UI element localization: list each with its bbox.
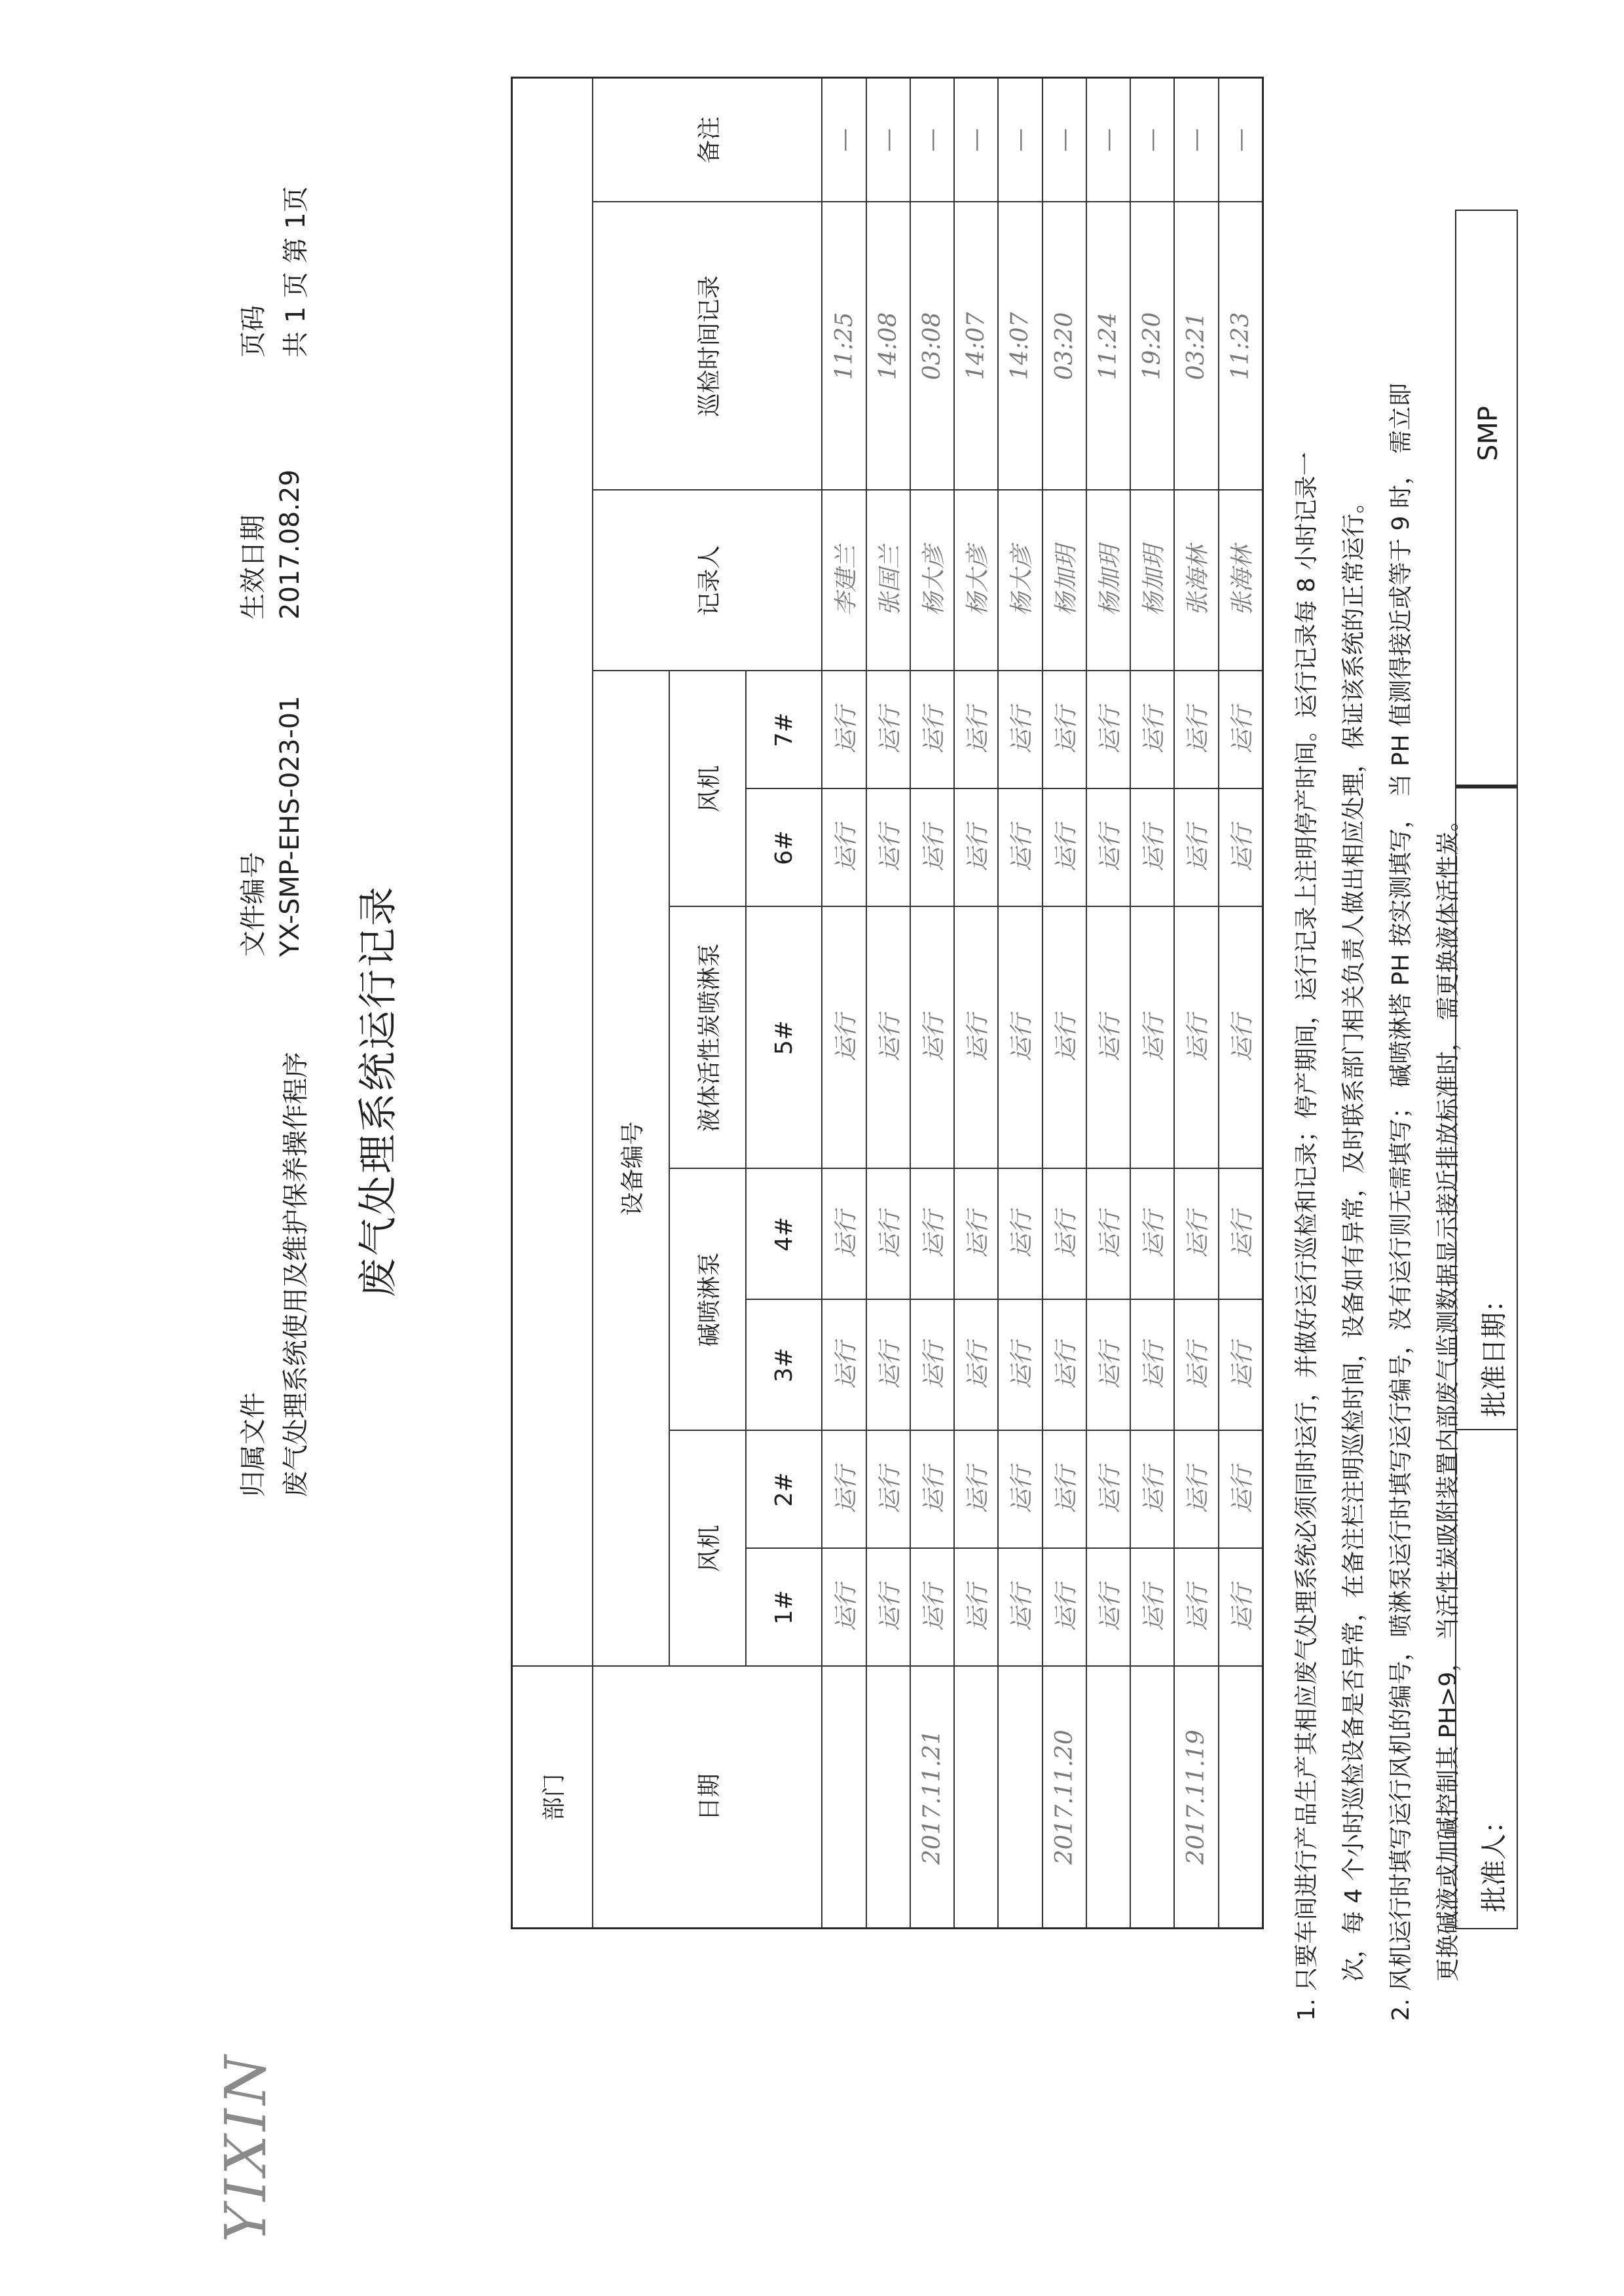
cell-recorder[interactable]: 杨加玥 xyxy=(1130,491,1174,671)
cell-c5[interactable]: 运行 xyxy=(1219,907,1263,1169)
alkali-spray-pump-header: 碱喷淋泵 xyxy=(669,1169,746,1431)
fan-group-2-header: 风机 xyxy=(669,671,746,907)
cell-c1[interactable]: 运行 xyxy=(1043,1549,1086,1667)
cell-c4[interactable]: 运行 xyxy=(866,1169,910,1300)
cell-time[interactable]: 03:20 xyxy=(1043,202,1086,491)
approval-bar xyxy=(1455,210,1518,1929)
cell-c5[interactable]: 运行 xyxy=(954,907,998,1169)
cell-date[interactable] xyxy=(1219,1667,1263,1929)
cell-recorder[interactable]: 张国兰 xyxy=(866,491,910,671)
cell-c2[interactable]: 运行 xyxy=(1130,1431,1174,1549)
cell-c3[interactable]: 运行 xyxy=(866,1300,910,1431)
cell-date[interactable]: 2017.11.19 xyxy=(1174,1667,1218,1929)
cell-remark[interactable]: — xyxy=(1130,78,1174,202)
cell-c4[interactable]: 运行 xyxy=(998,1169,1042,1300)
cell-c2[interactable]: 运行 xyxy=(822,1431,866,1549)
cell-c7[interactable]: 运行 xyxy=(910,671,954,789)
table-row xyxy=(910,78,954,1929)
cell-c6[interactable]: 运行 xyxy=(1219,789,1263,907)
doc-number-label: 文件编号 xyxy=(238,852,268,957)
cell-remark[interactable]: — xyxy=(1174,78,1218,202)
liquid-carbon-pump-header: 液体活性炭喷淋泵 xyxy=(669,907,746,1169)
cell-c7[interactable]: 运行 xyxy=(1086,671,1130,789)
cell-c2[interactable]: 运行 xyxy=(954,1431,998,1549)
cell-c5[interactable]: 运行 xyxy=(1043,907,1086,1169)
cell-c4[interactable]: 运行 xyxy=(822,1169,866,1300)
cell-remark[interactable]: — xyxy=(998,78,1042,202)
col-1-header: 1# xyxy=(746,1549,822,1667)
cell-date[interactable] xyxy=(998,1667,1042,1929)
cell-c1[interactable]: 运行 xyxy=(1130,1549,1174,1667)
cell-c6[interactable]: 运行 xyxy=(998,789,1042,907)
col-2-header: 2# xyxy=(746,1431,822,1549)
cell-date[interactable] xyxy=(1086,1667,1130,1929)
cell-time[interactable]: 03:08 xyxy=(910,202,954,491)
approver-label: 批准人： xyxy=(1479,1807,1509,1912)
cell-remark[interactable]: — xyxy=(822,78,866,202)
cell-c7[interactable]: 运行 xyxy=(866,671,910,789)
cell-c5[interactable]: 运行 xyxy=(1086,907,1130,1169)
cell-date[interactable] xyxy=(1130,1667,1174,1929)
cell-c3[interactable]: 运行 xyxy=(1043,1300,1086,1431)
doc-number-value: YX-SMP-EHS-023-01 xyxy=(275,695,305,957)
department-row xyxy=(512,78,593,1929)
cell-c6[interactable]: 运行 xyxy=(1130,789,1174,907)
cell-c2[interactable]: 运行 xyxy=(1086,1431,1130,1549)
header-row-1 xyxy=(593,78,669,1929)
cell-c1[interactable]: 运行 xyxy=(910,1549,954,1667)
smp-divider xyxy=(1456,785,1517,788)
belong-file-value: 废气处理系统使用及维护保养操作程序 xyxy=(281,1052,311,1497)
col-4-header: 4# xyxy=(746,1169,822,1300)
remark-header: 备注 xyxy=(593,78,822,202)
cell-c5[interactable]: 运行 xyxy=(910,907,954,1169)
cell-recorder[interactable]: 杨大彦 xyxy=(954,491,998,671)
cell-c2[interactable]: 运行 xyxy=(910,1431,954,1549)
cell-c3[interactable]: 运行 xyxy=(1086,1300,1130,1431)
cell-c5[interactable]: 运行 xyxy=(1174,907,1218,1169)
col-6-header: 6# xyxy=(746,789,822,907)
cell-c1[interactable]: 运行 xyxy=(1174,1549,1218,1667)
cell-time[interactable]: 14:07 xyxy=(998,202,1042,491)
cell-c7[interactable]: 运行 xyxy=(1174,671,1218,789)
fan-group-header: 风机 xyxy=(669,1431,746,1667)
col-7-header: 7# xyxy=(746,671,822,789)
cell-time[interactable]: 19:20 xyxy=(1130,202,1174,491)
cell-date[interactable] xyxy=(822,1667,866,1929)
cell-recorder[interactable]: 张海林 xyxy=(1219,491,1263,671)
cell-date[interactable]: 2017.11.21 xyxy=(910,1667,954,1929)
cell-remark[interactable]: — xyxy=(1219,78,1263,202)
page-number-label: 页码 xyxy=(238,305,268,358)
date-header: 日期 xyxy=(593,1667,822,1929)
cell-date[interactable] xyxy=(954,1667,998,1929)
cell-recorder[interactable]: 杨加玥 xyxy=(1043,491,1086,671)
belong-file-label: 归属文件 xyxy=(238,1392,268,1497)
department-label: 部门 xyxy=(512,1667,593,1929)
cell-recorder[interactable]: 杨大彦 xyxy=(910,491,954,671)
cell-c4[interactable]: 运行 xyxy=(1130,1169,1174,1300)
page-number-value: 共 1 页 第 1页 xyxy=(281,186,311,358)
cell-remark[interactable]: — xyxy=(910,78,954,202)
instructions xyxy=(1283,220,1472,2021)
recorder-header: 记录人 xyxy=(593,491,822,671)
cell-c2[interactable]: 运行 xyxy=(1219,1431,1263,1549)
cell-recorder[interactable]: 李建兰 xyxy=(822,491,866,671)
cell-time[interactable]: 03:21 xyxy=(1174,202,1218,491)
patrol-time-header: 巡检时间记录 xyxy=(593,202,822,491)
cell-time[interactable]: 11:24 xyxy=(1086,202,1130,491)
cell-c3[interactable]: 运行 xyxy=(1174,1300,1218,1431)
cell-c3[interactable]: 运行 xyxy=(1219,1300,1263,1431)
cell-c7[interactable]: 运行 xyxy=(822,671,866,789)
cell-c3[interactable]: 运行 xyxy=(1130,1300,1174,1431)
table-row xyxy=(1130,78,1174,1929)
cell-c1[interactable]: 运行 xyxy=(866,1549,910,1667)
cell-time[interactable]: 14:07 xyxy=(954,202,998,491)
cell-c6[interactable]: 运行 xyxy=(1086,789,1130,907)
cell-date[interactable] xyxy=(866,1667,910,1929)
cell-c3[interactable]: 运行 xyxy=(822,1300,866,1431)
cell-remark[interactable]: — xyxy=(1086,78,1130,202)
cell-c5[interactable]: 运行 xyxy=(866,907,910,1169)
cell-c6[interactable]: 运行 xyxy=(954,789,998,907)
cell-remark[interactable]: — xyxy=(866,78,910,202)
approval-divider xyxy=(1456,1429,1517,1430)
cell-c4[interactable]: 运行 xyxy=(1043,1169,1086,1300)
cell-recorder[interactable]: 杨加玥 xyxy=(1086,491,1130,671)
note-1-line-1: 1. 只要车间进行产品生产其相应废气处理系统必须同时运行，并做好运行巡检和记录；停产期间，运行记录上注明停产时间。运行记录每 8 小时记录一 xyxy=(1293,452,1320,2021)
cell-c7[interactable]: 运行 xyxy=(998,671,1042,789)
cell-c2[interactable]: 运行 xyxy=(998,1431,1042,1549)
operation-record-table xyxy=(511,77,1264,1929)
cell-c4[interactable]: 运行 xyxy=(910,1169,954,1300)
cell-c6[interactable]: 运行 xyxy=(1174,789,1218,907)
cell-date[interactable]: 2017.11.20 xyxy=(1043,1667,1086,1929)
cell-c7[interactable]: 运行 xyxy=(1130,671,1174,789)
cell-c1[interactable]: 运行 xyxy=(998,1549,1042,1667)
col-5-header: 5# xyxy=(746,907,822,1169)
company-logo: YIXIN xyxy=(213,2051,279,2242)
cell-time[interactable]: 14:08 xyxy=(866,202,910,491)
cell-c4[interactable]: 运行 xyxy=(1219,1169,1263,1300)
cell-recorder[interactable]: 杨大彦 xyxy=(998,491,1042,671)
cell-c3[interactable]: 运行 xyxy=(954,1300,998,1431)
cell-c1[interactable]: 运行 xyxy=(954,1549,998,1667)
cell-c1[interactable]: 运行 xyxy=(1219,1549,1263,1667)
cell-c6[interactable]: 运行 xyxy=(1043,789,1086,907)
cell-c6[interactable]: 运行 xyxy=(866,789,910,907)
cell-c5[interactable]: 运行 xyxy=(1130,907,1174,1169)
table-row xyxy=(1043,78,1086,1929)
cell-c4[interactable]: 运行 xyxy=(1174,1169,1218,1300)
col-3-header: 3# xyxy=(746,1300,822,1431)
document-title: 废气处理系统运行记录 xyxy=(356,885,401,1297)
department-value[interactable] xyxy=(512,78,593,1667)
cell-c6[interactable]: 运行 xyxy=(822,789,866,907)
cell-c1[interactable]: 运行 xyxy=(822,1549,866,1667)
cell-c3[interactable]: 运行 xyxy=(910,1300,954,1431)
cell-c7[interactable]: 运行 xyxy=(1219,671,1263,789)
cell-c6[interactable]: 运行 xyxy=(910,789,954,907)
table-row xyxy=(822,78,866,1929)
table-row xyxy=(1219,78,1263,1929)
cell-c7[interactable]: 运行 xyxy=(954,671,998,789)
equipment-number-header: 设备编号 xyxy=(593,671,669,1667)
smp-label: SMP xyxy=(1473,405,1504,461)
approve-date-label: 批准日期： xyxy=(1479,1286,1509,1417)
cell-time[interactable]: 11:23 xyxy=(1219,202,1263,491)
table-row xyxy=(1174,78,1218,1929)
effective-date-value: 2017.08.29 xyxy=(275,469,305,620)
cell-c1[interactable]: 运行 xyxy=(1086,1549,1130,1667)
cell-recorder[interactable]: 张海林 xyxy=(1174,491,1218,671)
cell-c5[interactable]: 运行 xyxy=(822,907,866,1169)
cell-remark[interactable]: — xyxy=(1043,78,1086,202)
cell-c7[interactable]: 运行 xyxy=(1043,671,1086,789)
cell-c2[interactable]: 运行 xyxy=(866,1431,910,1549)
cell-c3[interactable]: 运行 xyxy=(998,1300,1042,1431)
table-row xyxy=(866,78,910,1929)
cell-remark[interactable]: — xyxy=(954,78,998,202)
note-2-line-2: 更换碱液或加碱控制其 PH>9， 当活性炭吸附装置内部废气监测数据显示接近排放标准时， 需更换液体活性炭。 xyxy=(1435,807,1462,1982)
note-2-line-1: 2. 风机运行时填写运行风机的编号，喷淋泵运行时填写运行编号，没有运行则无需填写； 碱喷淋塔 PH 按实测填写， 当 PH 值测得接近或等于 9 时， 需立即 xyxy=(1388,382,1414,2021)
table-row xyxy=(998,78,1042,1929)
cell-c5[interactable]: 运行 xyxy=(998,907,1042,1169)
cell-c2[interactable]: 运行 xyxy=(1043,1431,1086,1549)
cell-c4[interactable]: 运行 xyxy=(1086,1169,1130,1300)
cell-c4[interactable]: 运行 xyxy=(954,1169,998,1300)
table-row xyxy=(954,78,998,1929)
cell-c2[interactable]: 运行 xyxy=(1174,1431,1218,1549)
cell-time[interactable]: 11:25 xyxy=(822,202,866,491)
table-row xyxy=(1086,78,1130,1929)
note-1-line-2: 次，每 4 个小时巡检设备是否异常，在备注栏注明巡检时间，设备如有异常，及时联系部门相关负责人做出相应处理，保证该系统的正常运行。 xyxy=(1340,490,1367,1982)
effective-date-label: 生效日期 xyxy=(238,515,268,620)
